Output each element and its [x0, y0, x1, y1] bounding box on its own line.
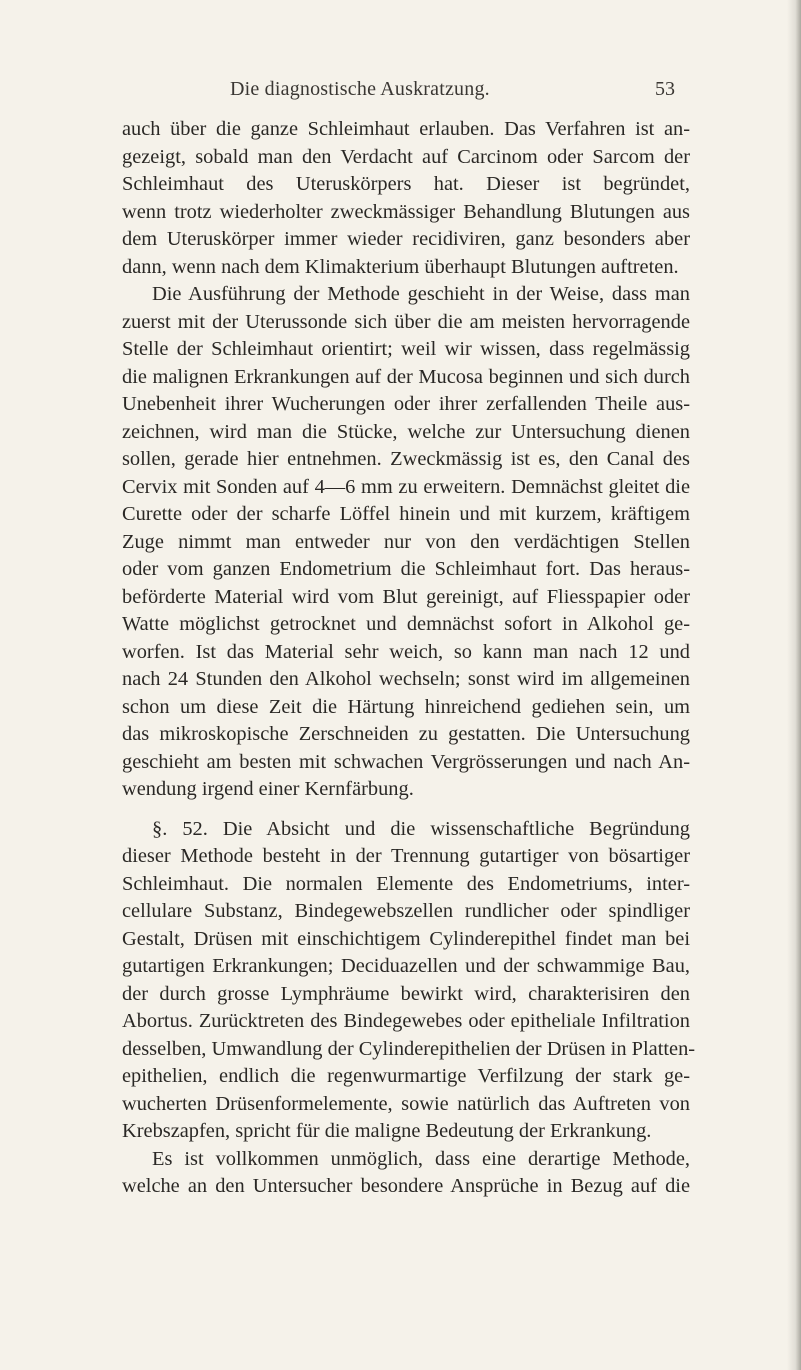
text-line: dann, wenn nach dem Klimakterium überhaupt Blutungen auftreten.	[122, 255, 679, 278]
text-line: nach 24 Stunden den Alkohol wechseln; sonst wird im allgemeinen	[122, 668, 690, 690]
paragraph-1	[122, 116, 690, 281]
text-line: Zuge nimmt man entweder nur von den verdächtigen Stellen	[122, 530, 690, 553]
text-line: Cervix mit Sonden auf 4—6 mm zu erweitern. Demnächst gleitet die	[122, 475, 690, 498]
text-line: zuerst mit der Uterussonde sich über die am meisten hervorragende	[122, 310, 690, 333]
text-line: welche an den Untersucher besondere Ansprüche in Bezug auf die	[122, 1175, 690, 1197]
text-line: die malignen Erkrankungen auf der Mucosa beginnen und sich durch	[122, 365, 690, 388]
text-line: sollen, gerade hier entnehmen. Zweckmässig ist es, den Canal des	[122, 448, 690, 470]
text-line: auch über die ganze Schleimhaut erlauben. Das Verfahren ist an-	[122, 118, 690, 140]
text-line: gezeigt, sobald man den Verdacht auf Carcinom oder Sarcom der	[122, 145, 690, 168]
text-line: zeichnen, wird man die Stücke, welche zur Untersuchung dienen	[122, 420, 690, 443]
text-line: Stelle der Schleimhaut orientirt; weil wir wissen, dass regelmässig	[122, 338, 690, 360]
text-line: epithelien, endlich die regenwurmartige Verfilzung der stark ge-	[122, 1065, 690, 1087]
text-line: schon um diese Zeit die Härtung hinreichend gediehen sein, um	[122, 695, 690, 718]
text-line: Krebszapfen, spricht für die maligne Bedeutung der Erkrankung.	[122, 1120, 652, 1142]
text-line: cellulare Substanz, Bindegewebszellen rundlicher oder spindliger	[122, 900, 690, 922]
paragraph-2	[122, 281, 690, 804]
text-line: Unebenheit ihrer Wucherungen oder ihrer zerfallenden Theile aus-	[122, 393, 690, 415]
text-line: geschieht am besten mit schwachen Vergrösserungen und nach An-	[122, 750, 690, 773]
paragraph-3	[122, 816, 696, 1146]
text-line: beförderte Material wird vom Blut gereinigt, auf Fliesspapier oder	[122, 585, 690, 608]
text-line: wucherten Drüsenformelemente, sowie natürlich das Auftreten von	[122, 1092, 690, 1115]
page-number: 53	[655, 78, 675, 100]
text-line: dieser Methode besteht in der Trennung gutartiger von bösartiger	[122, 845, 690, 867]
text-line: Schleimhaut. Die normalen Elemente des Endometriums, inter-	[122, 872, 690, 895]
text-line: Abortus. Zurücktreten des Bindegewebes oder epitheliale Infiltration	[122, 1010, 690, 1032]
text-line: wendung irgend einer Kernfärbung.	[122, 778, 414, 800]
text-line: Schleimhaut des Uteruskörpers hat. Dieser ist begründet,	[122, 173, 690, 195]
text-line: Die Ausführung der Methode geschieht in der Weise, dass man	[152, 283, 690, 305]
text-line: Gestalt, Drüsen mit einschichtigem Cylinderepithel findet man bei	[122, 927, 690, 950]
section-start-line: §. 52. Die Absicht und die wissenschaftliche Begründung	[152, 817, 690, 840]
text-line: Watte möglichst getrocknet und demnächst sofort in Alkohol ge-	[122, 613, 690, 635]
running-head: Die diagnostische Auskratzung.	[230, 78, 490, 100]
text-line: worfen. Ist das Material sehr weich, so kann man nach 12 und	[122, 640, 690, 663]
paragraph-4	[122, 1146, 690, 1201]
text-line: das mikroskopische Zerschneiden zu gestatten. Die Untersuchung	[122, 723, 690, 745]
text-line: oder vom ganzen Endometrium die Schleimhaut fort. Das heraus-	[122, 558, 690, 580]
page-header	[0, 78, 801, 108]
paragraph-gap	[122, 804, 690, 816]
text-line: wenn trotz wiederholter zweckmässiger Behandlung Blutungen aus	[122, 200, 690, 223]
text-line: gutartigen Erkrankungen; Deciduazellen und der schwammige Bau,	[122, 955, 690, 977]
text-line: Curette oder der scharfe Löffel hinein und mit kurzem, kräftigem	[122, 503, 690, 525]
text-line: der durch grosse Lymphräume bewirkt wird, charakterisiren den	[122, 982, 690, 1005]
text-line: dem Uteruskörper immer wieder recidiviren, ganz besonders aber	[122, 228, 690, 250]
page-edge-shadow	[787, 0, 801, 1370]
body-text	[122, 116, 696, 1201]
text-line: desselben, Umwandlung der Cylinderepithelien der Drüsen in Platten-	[122, 1037, 696, 1060]
text-line: Es ist vollkommen unmöglich, dass eine derartige Methode,	[152, 1147, 690, 1170]
